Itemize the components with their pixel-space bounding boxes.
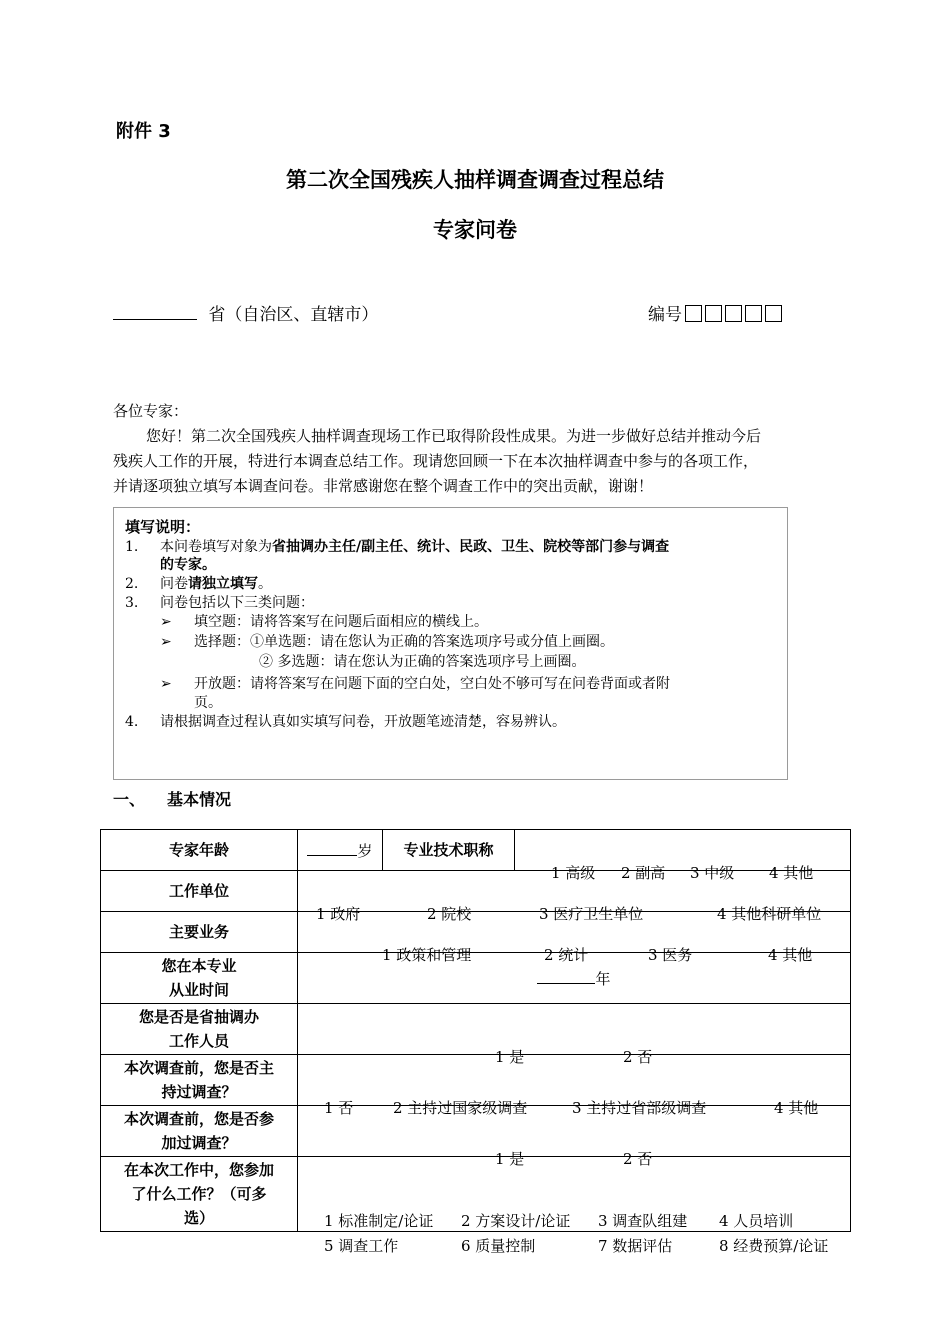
instr-bullet-fill: 填空题：请将答案写在问题后面相应的横线上。 xyxy=(194,614,488,630)
intro-line: 您好！第二次全国残疾人抽样调查现场工作已取得阶段性成果。为进一步做好总结并推动今后 xyxy=(146,427,762,445)
serial-number xyxy=(648,300,782,325)
option[interactable]: 2 院校 xyxy=(427,905,472,923)
instr-num: 2. xyxy=(125,576,139,592)
option[interactable]: 1 高级 xyxy=(551,864,596,882)
option[interactable]: 3 中级 xyxy=(690,864,735,882)
instr-bullet-choice: 选择题：①单选题：请在您认为正确的答案选项序号或分值上画圈。 xyxy=(194,634,614,650)
province-line xyxy=(113,300,378,325)
province-label: 省（自治区、直辖市） xyxy=(208,305,379,325)
work-options xyxy=(298,1157,851,1255)
table-row xyxy=(101,871,851,912)
instr-bullet-open-cont: 页。 xyxy=(194,695,222,711)
instr-item-1 xyxy=(160,538,669,556)
section-number: 一、 xyxy=(113,790,146,809)
option[interactable]: 1 否 xyxy=(324,1099,354,1117)
staff-options xyxy=(298,1004,851,1066)
table-row xyxy=(101,830,851,871)
option[interactable]: 4 其他 xyxy=(774,1099,819,1117)
label-line: 您在本专业 xyxy=(161,957,237,975)
instr-item-4: 请根据调查过程认真如实填写问卷，开放题笔迹清楚，容易辨认。 xyxy=(160,714,566,730)
instr-num: 4. xyxy=(125,714,139,730)
option[interactable]: 3 医务 xyxy=(648,946,693,964)
age-unit: 岁 xyxy=(357,841,373,860)
table-row xyxy=(101,953,851,1004)
label-line: 选） xyxy=(183,1209,214,1227)
label-line: 在本次工作中，您参加 xyxy=(123,1161,274,1179)
years-unit: 年 xyxy=(595,969,611,988)
option[interactable]: 1 标准制定/论证 xyxy=(324,1212,434,1230)
option[interactable]: 3 主持过省部级调查 xyxy=(572,1099,707,1117)
label-line: 了什么工作？（可多 xyxy=(131,1185,267,1203)
instr-bold: 的专家。 xyxy=(160,557,216,573)
instr-bullet-open: 开放题：请将答案写在问题下面的空白处，空白处不够可写在问卷背面或者附 xyxy=(194,676,670,692)
title-label: 专业技术职称 xyxy=(383,830,515,871)
instructions-box xyxy=(113,507,788,780)
serial-box[interactable] xyxy=(685,305,702,322)
instr-bullet-multi: ② 多选题：请在您认为正确的答案选项序号上画圈。 xyxy=(259,654,586,670)
bullet-arrow-icon: ➢ xyxy=(160,676,172,692)
intro-line: 残疾人工作的开展，特进行本调查总结工作。现请您回顾一下在本次抽样调查中参与的各项工作， xyxy=(113,452,759,470)
age-blank[interactable] xyxy=(307,841,357,856)
option[interactable]: 3 医疗卫生单位 xyxy=(539,905,644,923)
section-title: 基本情况 xyxy=(167,790,232,809)
option[interactable]: 2 统计 xyxy=(544,946,589,964)
instr-text: 。 xyxy=(258,576,272,592)
serial-box[interactable] xyxy=(745,305,762,322)
hosted-options xyxy=(298,1055,851,1117)
page-subtitle: 专家问卷 xyxy=(433,218,517,242)
title-options xyxy=(515,830,851,882)
years-label xyxy=(101,953,298,1004)
bullet-arrow-icon: ➢ xyxy=(160,634,172,650)
option[interactable]: 2 方案设计/论证 xyxy=(461,1212,571,1230)
instr-item-2 xyxy=(160,575,272,593)
table-row xyxy=(101,1055,851,1106)
instructions-heading: 填写说明： xyxy=(125,518,201,536)
bullet-arrow-icon: ➢ xyxy=(160,614,172,630)
label-line: 工作人员 xyxy=(168,1032,229,1050)
basic-info-table xyxy=(100,829,851,1255)
work-label xyxy=(101,1157,298,1232)
label-line: 您是否是省抽调办 xyxy=(138,1008,259,1026)
serial-box[interactable] xyxy=(765,305,782,322)
page-title: 第二次全国残疾人抽样调查调查过程总结 xyxy=(286,168,664,192)
instr-text: 本问卷填写对象为 xyxy=(160,539,272,555)
province-blank[interactable] xyxy=(113,302,197,320)
intro-line: 并请逐项独立填写本调查问卷。非常感谢您在整个调查工作中的突出贡献，谢谢！ xyxy=(113,477,654,495)
option[interactable]: 4 其他 xyxy=(769,864,814,882)
unit-label: 工作单位 xyxy=(101,871,298,912)
age-label: 专家年龄 xyxy=(101,830,298,871)
option[interactable]: 2 否 xyxy=(623,1150,653,1168)
joined-label xyxy=(101,1106,298,1157)
option[interactable]: 4 其他 xyxy=(768,946,813,964)
option[interactable]: 2 副高 xyxy=(621,864,666,882)
instr-bold: 请独立填写 xyxy=(188,576,258,592)
attachment-label: 附件 3 xyxy=(116,121,171,142)
label-line: 本次调查前，您是否参 xyxy=(123,1110,274,1128)
instr-item-3: 问卷包括以下三类问题： xyxy=(160,595,314,611)
option[interactable]: 5 调查工作 xyxy=(324,1237,399,1255)
table-row xyxy=(101,1157,851,1232)
option[interactable]: 2 主持过国家级调查 xyxy=(393,1099,528,1117)
label-line: 从业时间 xyxy=(168,981,229,999)
option[interactable]: 1 政策和管理 xyxy=(382,946,472,964)
option[interactable]: 6 质量控制 xyxy=(461,1237,536,1255)
age-cell[interactable] xyxy=(298,830,383,871)
option[interactable]: 4 其他科研单位 xyxy=(717,905,822,923)
serial-box[interactable] xyxy=(725,305,742,322)
serial-label: 编号 xyxy=(648,305,682,325)
instr-num: 3. xyxy=(125,595,139,611)
option[interactable]: 4 人员培训 xyxy=(719,1212,794,1230)
serial-box[interactable] xyxy=(705,305,722,322)
option[interactable]: 3 调查队组建 xyxy=(598,1212,688,1230)
business-label: 主要业务 xyxy=(101,912,298,953)
table-row xyxy=(101,1004,851,1055)
label-line: 本次调查前，您是否主 xyxy=(123,1059,274,1077)
label-line: 加过调查？ xyxy=(161,1134,237,1152)
years-blank[interactable] xyxy=(537,969,595,984)
instr-bold: 省抽调办主任/副主任、统计、民政、卫生、院校等部门参与调查 xyxy=(272,539,670,555)
option[interactable]: 1 政府 xyxy=(316,905,361,923)
salutation: 各位专家： xyxy=(113,402,189,420)
hosted-label xyxy=(101,1055,298,1106)
option[interactable]: 1 是 xyxy=(495,1048,525,1066)
instr-text: 问卷 xyxy=(160,576,188,592)
option[interactable]: 7 数据评估 xyxy=(598,1237,673,1255)
section-heading xyxy=(113,787,231,810)
option[interactable]: 1 是 xyxy=(495,1150,525,1168)
instr-num: 1. xyxy=(125,539,139,555)
option[interactable]: 8 经费预算/论证 xyxy=(719,1237,829,1255)
label-line: 持过调查？ xyxy=(161,1083,237,1101)
option[interactable]: 2 否 xyxy=(623,1048,653,1066)
staff-label xyxy=(101,1004,298,1055)
